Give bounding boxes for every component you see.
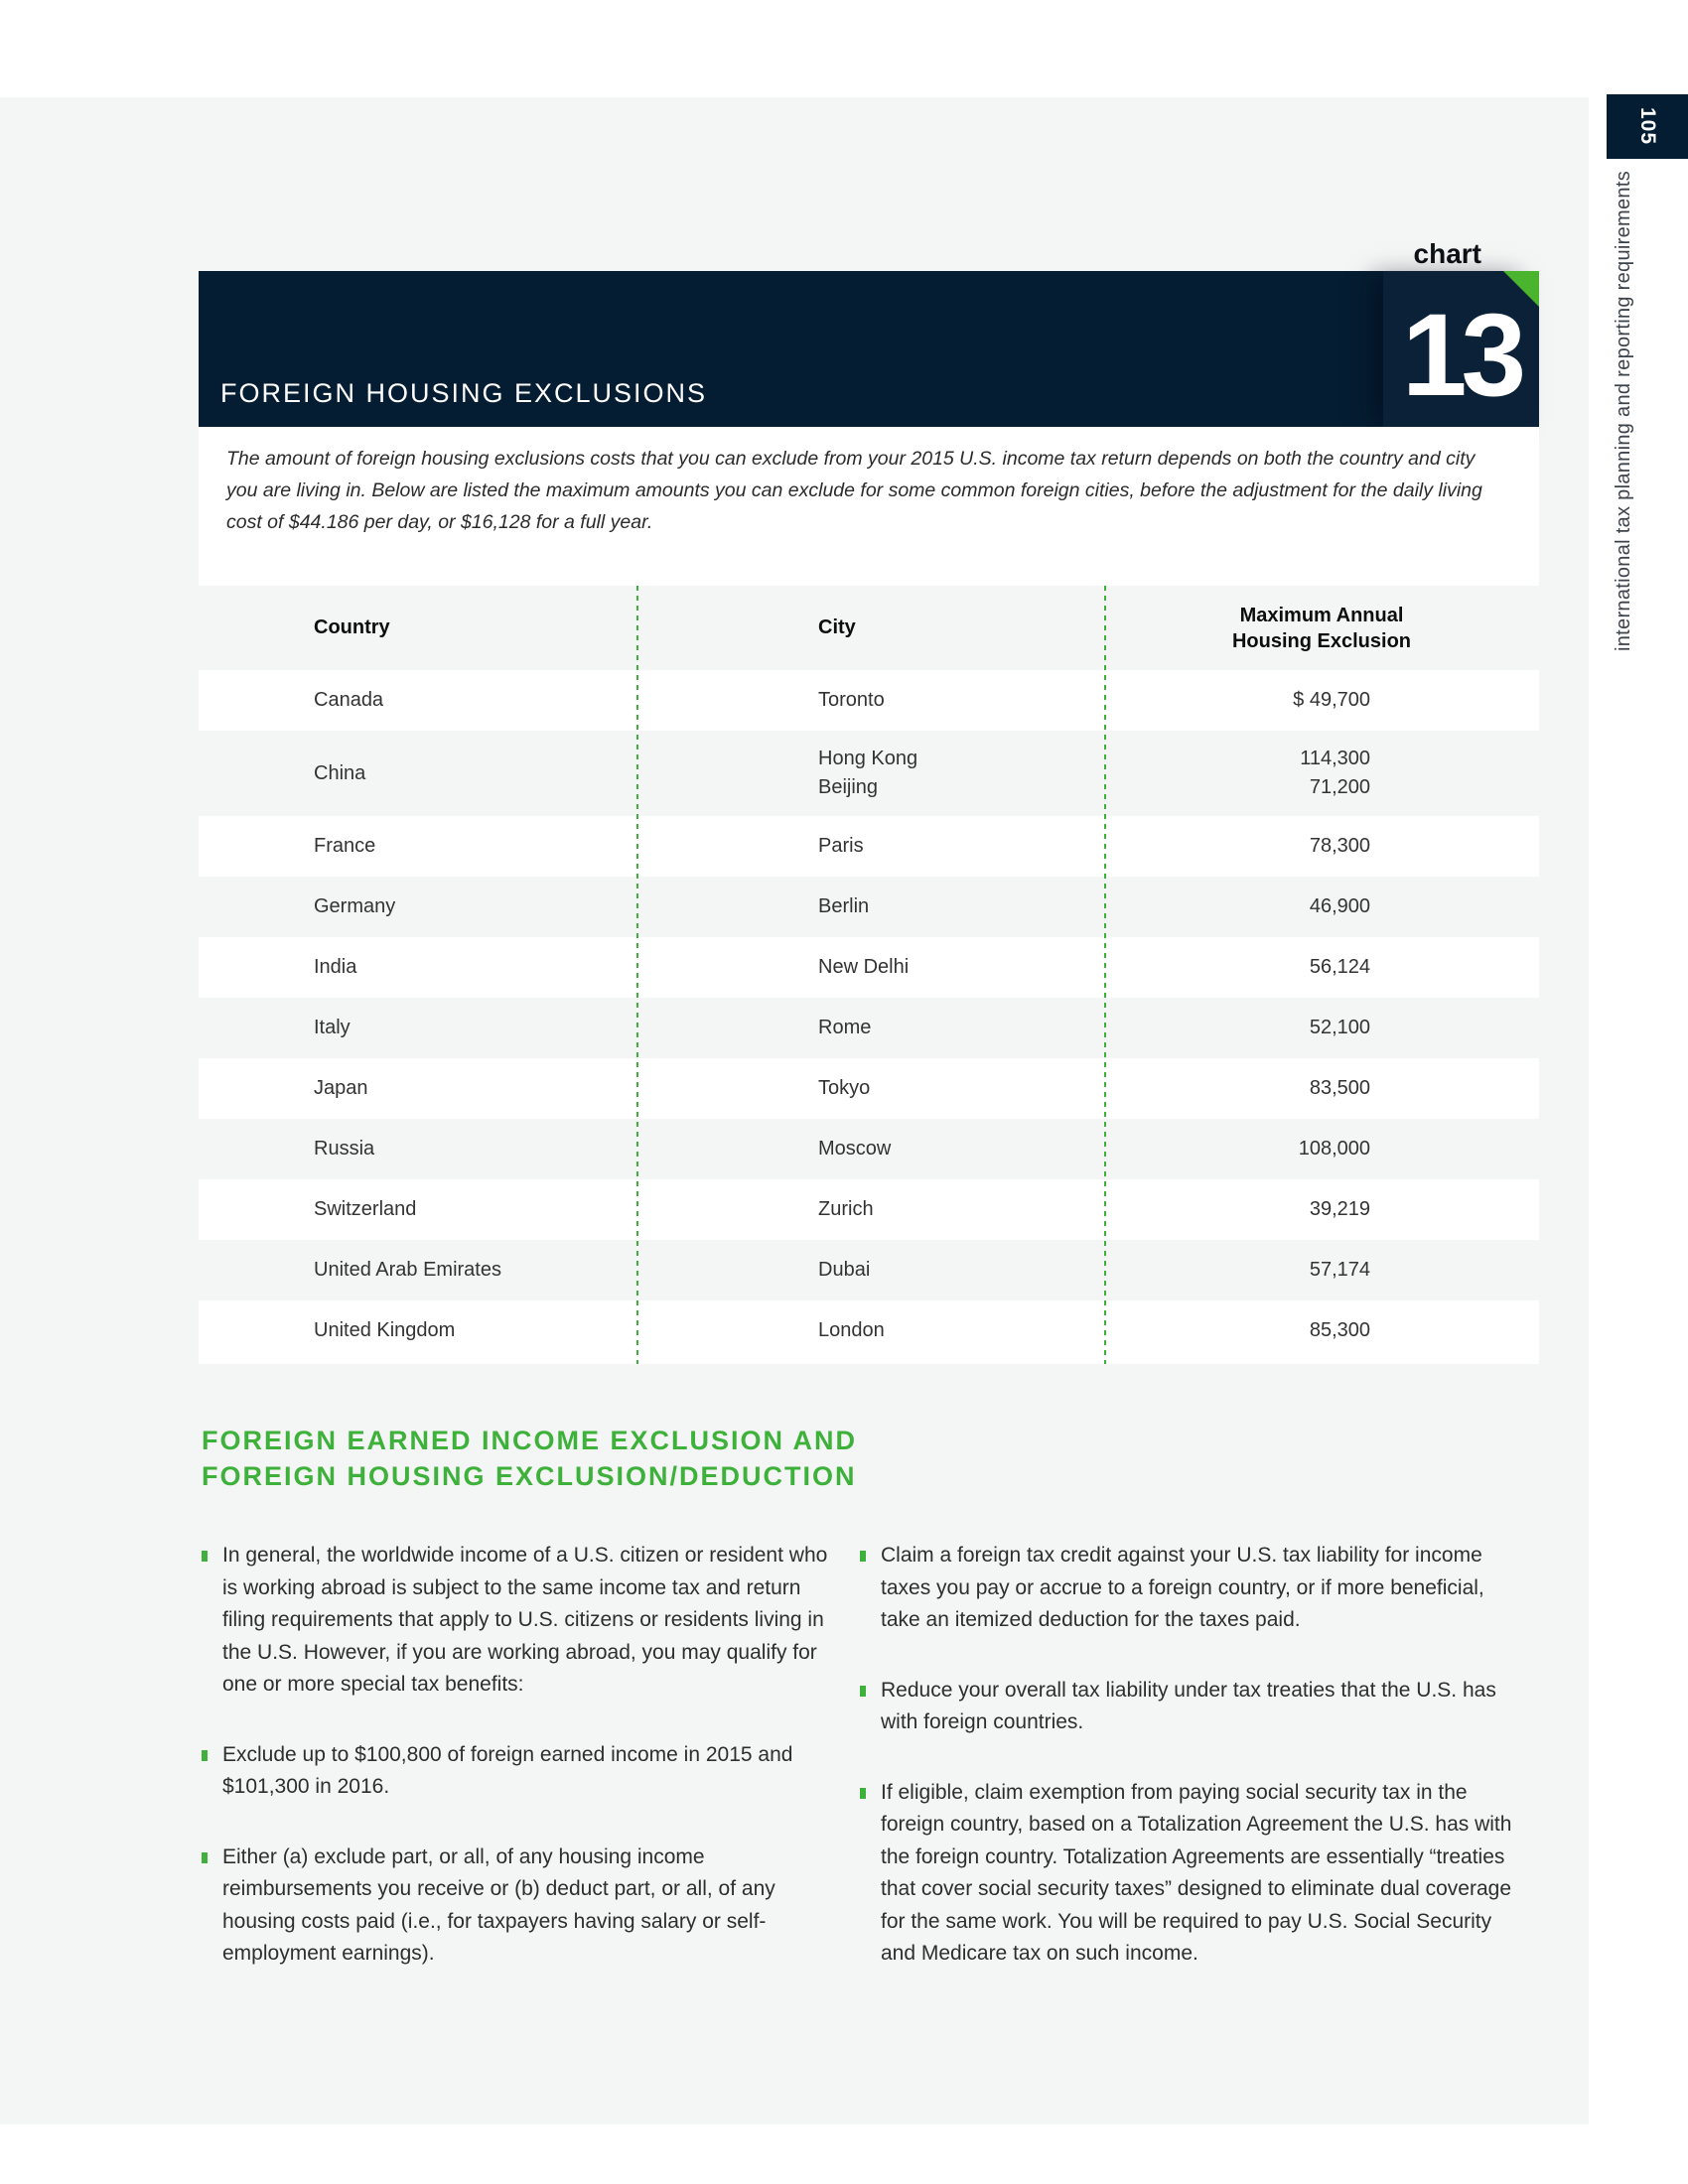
- table-header-row: [199, 586, 1539, 670]
- column-header-value-line2: Housing Exclusion: [1231, 629, 1412, 652]
- table-divider-dashed-1: [636, 586, 638, 1364]
- country-cell: Russia: [314, 1138, 375, 1160]
- bullet-item: [202, 1739, 845, 1804]
- chart-header-bar: [199, 271, 1539, 427]
- bullet-item: [860, 1777, 1513, 1971]
- city-cell: Dubai: [818, 1259, 871, 1281]
- bullet-item: [202, 1540, 845, 1702]
- column-header-value: [1104, 603, 1539, 654]
- section-heading-line2: FOREIGN HOUSING EXCLUSION/DEDUCTION: [202, 1461, 857, 1491]
- city-cell: Toronto: [818, 689, 885, 711]
- value-cell: 46,900: [1309, 895, 1370, 917]
- exclusion-table: [199, 586, 1539, 1361]
- country-cell: China: [314, 761, 366, 784]
- bullet-square-icon: [202, 1852, 208, 1863]
- table-row: [199, 877, 1539, 937]
- page-number-tab: [1607, 94, 1688, 159]
- bullet-item: [860, 1540, 1513, 1637]
- bullet-square-icon: [860, 1686, 866, 1697]
- column-header-country: Country: [314, 616, 390, 638]
- section-heading: [202, 1423, 857, 1494]
- city-cell: New Delhi: [818, 956, 910, 978]
- country-cell: France: [314, 835, 376, 857]
- value-cell: 78,300: [1309, 835, 1370, 857]
- table-row: [199, 1058, 1539, 1119]
- table-row: [199, 731, 1539, 816]
- value-cell: 83,500: [1309, 1077, 1370, 1099]
- table-row: [199, 670, 1539, 731]
- section-heading-line1: FOREIGN EARNED INCOME EXCLUSION AND: [202, 1426, 858, 1455]
- bullet-square-icon: [202, 1551, 208, 1562]
- intro-paragraph: The amount of foreign housing exclusions costs that you can exclude from your 2015 U.S. income tax return depends on both the country and city you are living in. Below are listed the maximum amounts you can exclude for some common foreign cities, before the adjustment for the daily living cost of $44.186 per day, or $16,128 for a full year.: [226, 448, 1482, 533]
- bullet-item: [202, 1842, 845, 1971]
- city-cell: London: [818, 1319, 885, 1341]
- country-cell: Canada: [314, 689, 384, 711]
- city-cell: Berlin: [818, 895, 870, 917]
- bullets-left: [202, 1540, 845, 2008]
- bullet-text: Reduce your overall tax liability under tax treaties that the U.S. has with foreign countries.: [881, 1678, 1496, 1733]
- chart-number-block: [1383, 271, 1539, 428]
- exclusion-table-body: [199, 670, 1539, 1361]
- country-cell: United Kingdom: [314, 1319, 456, 1341]
- bullet-square-icon: [860, 1788, 866, 1799]
- city-cell: Hong Kong Beijing: [818, 748, 918, 798]
- value-cell: 108,000: [1298, 1138, 1370, 1160]
- country-cell: Switzerland: [314, 1198, 417, 1220]
- value-cell: 56,124: [1309, 956, 1370, 978]
- column-header-city: City: [818, 616, 856, 638]
- city-cell: Tokyo: [818, 1077, 871, 1099]
- table-row: [199, 1300, 1539, 1361]
- value-cell: $ 49,700: [1293, 689, 1370, 711]
- bullet-item: [860, 1675, 1513, 1739]
- table-row: [199, 816, 1539, 877]
- city-cell: Zurich: [818, 1198, 874, 1220]
- column-header-value-line1: Maximum Annual: [1239, 604, 1404, 626]
- value-cell: 114,300 71,200: [1300, 748, 1370, 798]
- chart-title: FOREIGN HOUSING EXCLUSIONS: [220, 378, 708, 408]
- bullet-square-icon: [860, 1551, 866, 1562]
- content-panel: [199, 427, 1539, 1364]
- country-cell: Italy: [314, 1017, 351, 1038]
- country-cell: United Arab Emirates: [314, 1259, 501, 1281]
- city-cell: Moscow: [818, 1138, 892, 1160]
- value-cell: 39,219: [1309, 1198, 1370, 1220]
- bullet-text: Claim a foreign tax credit against your U.S. tax liability for income taxes you pay or accrue to a foreign country, or if more beneficial, take an itemized deduction for the taxes paid.: [881, 1544, 1484, 1631]
- country-cell: Germany: [314, 895, 396, 917]
- city-cell: Paris: [818, 835, 864, 857]
- table-row: [199, 1240, 1539, 1300]
- bullets-right: [860, 1540, 1513, 2008]
- bullet-square-icon: [202, 1750, 208, 1761]
- table-row: [199, 1119, 1539, 1179]
- chart-label: chart: [1413, 238, 1481, 269]
- table-divider-dashed-2: [1104, 586, 1106, 1364]
- value-cell: 57,174: [1309, 1259, 1370, 1281]
- table-row: [199, 937, 1539, 998]
- value-cell: 85,300: [1309, 1319, 1370, 1341]
- country-cell: India: [314, 956, 357, 978]
- city-cell: Rome: [818, 1017, 872, 1038]
- sidebar-caption: international tax planning and reporting requirements: [1613, 171, 1634, 651]
- bullet-text: In general, the worldwide income of a U.S. citizen or resident who is working abroad is subject to the same income tax and return filing requirements that apply to U.S. citizens or residents living in the U.S. However, if you are working abroad, you may qualify for one or more special tax benefits:: [222, 1544, 828, 1696]
- table-row: [199, 1179, 1539, 1240]
- bullet-text: If eligible, claim exemption from paying social security tax in the foreign country, based on a Totalization Agreement the U.S. has with the foreign country. Totalization Agreements are essentially “treaties that cover social security taxes” designed to eliminate dual coverage for the same work. You will be required to pay U.S. Social Security and Medicare tax on such income.: [881, 1780, 1512, 1965]
- chart-number: 13: [1401, 290, 1521, 421]
- table-row: [199, 998, 1539, 1058]
- bullet-text: Exclude up to $100,800 of foreign earned income in 2015 and $101,300 in 2016.: [222, 1742, 793, 1798]
- bullet-text: Either (a) exclude part, or all, of any housing income reimbursements you receive or (b) deduct part, or all, of any housing costs paid (i.e., for taxpayers having salary or self-employment earnings).: [222, 1844, 775, 1965]
- value-cell: 52,100: [1309, 1017, 1370, 1038]
- page-number: 105: [1636, 107, 1659, 146]
- country-cell: Japan: [314, 1077, 368, 1099]
